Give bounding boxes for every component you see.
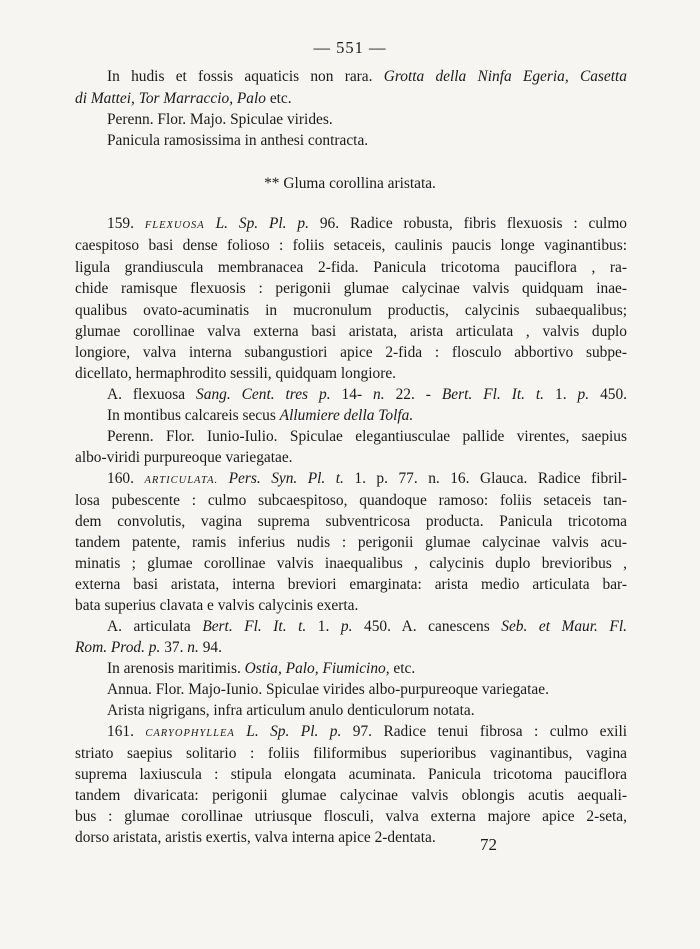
text-line: Rom. Prod. p. 37. n. 94. bbox=[75, 639, 222, 656]
section-heading: ** Gluma corollina aristata. bbox=[264, 175, 436, 192]
text-line: Panicula ramosissima in anthesi contracta. bbox=[107, 132, 369, 149]
text-line: albo-viridi purpureoque variegatae. bbox=[75, 449, 293, 466]
synonym-line: A. articulata Bert. Fl. It. t. 1. p. 450. A. canescens Seb. et Maur. Fl. bbox=[107, 618, 627, 635]
text-line: bata superius clavata e valvis calycinis exerta. bbox=[75, 597, 359, 614]
species-entry-160: 160. ARTICULATA. Pers. Syn. Pl. t. 1. p. 77. n. 16. Glauca. Radice fibril- bbox=[107, 470, 628, 487]
text-line: qualibus ovato-acuminatis in mucronulum productis, calycinis subaequalibus; bbox=[75, 302, 627, 319]
footer-number: 72 bbox=[480, 835, 497, 854]
species-entry-159: 159. FLEXUOSA L. Sp. Pl. p. 96. Radice robusta, fibris flexuosis : culmo bbox=[107, 215, 627, 232]
species-entry-161: 161. CARYOPHYLLEA L. Sp. Pl. p. 97. Radice tenui fibrosa : culmo exili bbox=[107, 723, 628, 740]
text-line: In hudis et fossis aquaticis non rara. Grotta della Ninfa Egeria, Casetta bbox=[107, 68, 627, 85]
text-line: tandem patente, ramis inferius nudis : perigonii glumae calycinae valvis acu- bbox=[75, 534, 627, 551]
text-line: Arista nigrigans, infra articulum anulo denticulorum notata. bbox=[107, 702, 475, 719]
text-line: In arenosis maritimis. Ostia, Palo, Fiumicino, etc. bbox=[107, 660, 416, 677]
text-line: externa basi aristata, interna breviori emarginata: arista medio articulata bar- bbox=[75, 576, 627, 593]
text-line: glumae corollinae valva externa basi aristata, arista articulata , valvis duplo bbox=[75, 323, 627, 340]
synonym-line: A. flexuosa Sang. Cent. tres p. 14- n. 22. - Bert. Fl. It. t. 1. p. 450. bbox=[107, 386, 627, 403]
text-line: suprema laxiuscula : stipula elongata acuminata. Panicula tricotoma pauciflora bbox=[75, 766, 627, 783]
text-line: minatis ; glumae corollinae valvis inaequalibus , calycinis duplo brevioribus , bbox=[75, 555, 627, 572]
text-line: dorso aristata, aristis exertis, valva interna apice 2-dentata. bbox=[75, 829, 436, 846]
text-line: dicellato, hermaphrodito sessili, quidquam longiore. bbox=[75, 365, 397, 382]
text-line: bus : glumae corollinae utriusque flosculi, valva externa majore apice 2-seta, bbox=[75, 808, 627, 825]
text-line: caespitoso basi dense folioso : foliis setaceis, caulinis paucis longe vaginantibus: bbox=[75, 237, 627, 254]
text-line: dem convolutis, vagina suprema subventricosa producta. Panicula tricotoma bbox=[75, 513, 627, 530]
text-line: Annua. Flor. Majo-Iunio. Spiculae virides albo-purpureoque variegatae. bbox=[107, 681, 549, 698]
text-line: Perenn. Flor. Majo. Spiculae virides. bbox=[107, 111, 333, 128]
text-line: chide ramisque flexuosis : perigonii glumae calycinae valvis quidquam inae- bbox=[75, 280, 627, 297]
text-line: longiore, valva interna subangustiori apice 2-fida : flosculo abbortivo subpe- bbox=[75, 344, 627, 361]
text-line: tandem divaricata: perigonii glumae calycinae valvis oblongis acutis aequali- bbox=[75, 787, 627, 804]
text-line: ligula grandiuscula membranacea 2-fida. Panicula tricotoma pauciflora , ra- bbox=[75, 259, 627, 276]
text-line: Perenn. Flor. Iunio-Iulio. Spiculae elegantiusculae pallide virentes, saepius bbox=[107, 428, 627, 445]
text-line: losa pubescente : culmo subcaespitoso, quandoque ramoso: foliis setaceis tan- bbox=[75, 492, 627, 509]
text-line: In montibus calcareis secus Allumiere della Tolfa. bbox=[107, 407, 414, 424]
text-line: striato saepius solitario : foliis filiformibus superioribus vaginantibus, vagina bbox=[75, 745, 627, 762]
text-line: di Mattei, Tor Marraccio, Palo etc. bbox=[75, 90, 292, 107]
page-number: — 551 — bbox=[313, 38, 387, 57]
